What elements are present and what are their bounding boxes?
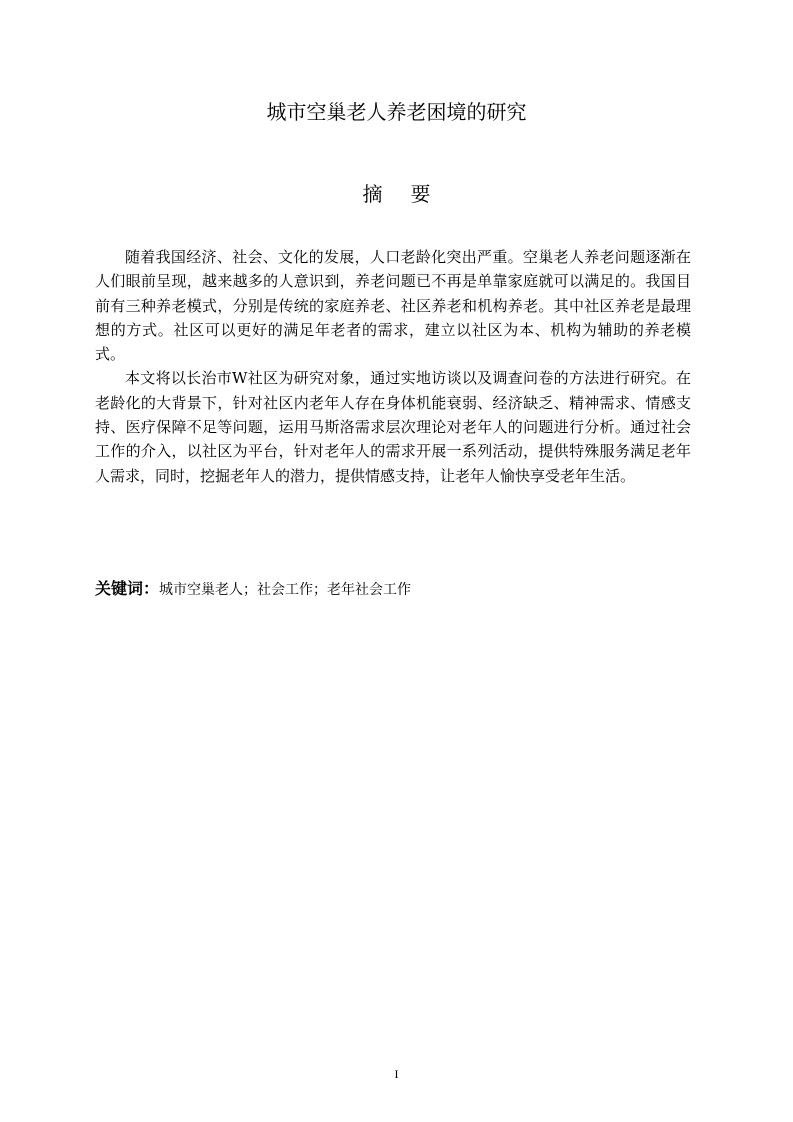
abstract-paragraph-1: 随着我国经济、社会、文化的发展，人口老龄化突出严重。空巢老人养老问题逐渐在人们眼前呈现，越来越多的人意识到，养老问题已不再是单靠家庭就可以满足的。我国目前有三种养老模式，分别是传统的家庭养老、社区养老和机构养老。其中社区养老是最理想的方式。社区可以更好的满足年老者的需求，建立以社区为本、机构为辅助的养老模式。 [95,248,691,364]
abstract-body [95,245,691,488]
abstract-heading: 摘要 [362,182,459,206]
page-number: I [394,1067,399,1081]
keywords-text: 城市空巢老人；社会工作；老年社会工作 [159,582,412,598]
keywords-line [95,577,691,602]
abstract-paragraph-2: 本文将以长治市W社区为研究对象，通过实地访谈以及调查问卷的方法进行研究。在老龄化的大背景下，针对社区内老年人存在身体机能衰弱、经济缺乏、精神需求、情感支持、医疗保障不足等问题，运用马斯洛需求层次理论对老年人的问题进行分析。通过社会工作的介入，以社区为平台，针对老年人的需求开展一系列活动，提供特殊服务满足老年人需求，同时，挖掘老年人的潜力，提供情感支持，让老年人愉快享受老年生活。 [95,369,691,485]
document-title: 城市空巢老人养老困境的研究 [266,100,527,124]
keywords-label: 关键词： [95,579,160,598]
